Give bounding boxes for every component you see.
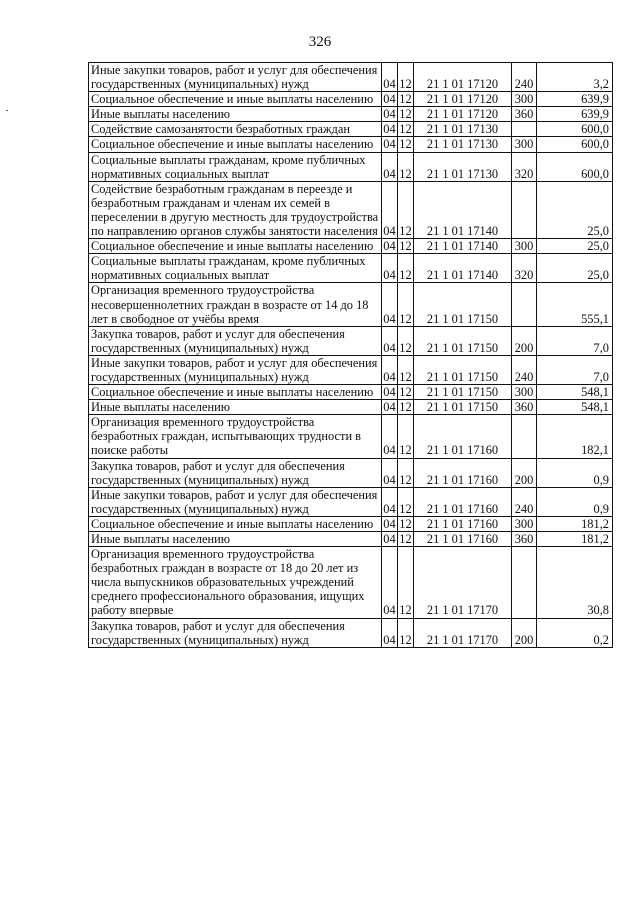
item-name: Иные выплаты населению: [89, 107, 382, 122]
section-code: 12: [398, 415, 414, 458]
section-code: 12: [398, 458, 414, 487]
table-row: [89, 547, 613, 618]
section-code: 12: [398, 487, 414, 516]
program-code: 21 1 01 17140: [414, 181, 512, 238]
program-code: 21 1 01 17160: [414, 532, 512, 547]
item-name: Социальное обеспечение и иные выплаты населению: [89, 516, 382, 531]
section-code: 12: [399, 532, 412, 546]
amount: 182,1: [537, 415, 613, 458]
amount: 548,1: [537, 400, 613, 415]
ministry-code: 04: [383, 385, 396, 400]
item-name: Организация временного трудоустройства несовершеннолетних граждан в возрасте от 14 до 18 лет в свободное от учёбы время: [89, 283, 382, 326]
program-code: 21 1 01 17120: [414, 92, 512, 107]
ministry-code: 04: [383, 516, 396, 531]
ministry-code: 04: [382, 415, 398, 458]
section-code: 12: [399, 92, 412, 107]
program-code: 21 1 01 17120: [414, 63, 512, 92]
table-row: [89, 152, 613, 181]
page-number: 326: [308, 34, 332, 50]
expense-type-code: 300: [512, 385, 537, 400]
section-code: 12: [398, 283, 414, 326]
program-code: 21 1 01 17150: [414, 326, 512, 355]
table-row: [89, 415, 613, 458]
expense-type-code: [512, 415, 537, 458]
table-row: [89, 122, 613, 137]
section-code: 12: [399, 385, 412, 400]
expense-type-code: [512, 122, 537, 137]
amount: 600,0: [537, 137, 613, 152]
expense-type-code: 300: [512, 516, 537, 531]
section-code: 12: [399, 137, 412, 152]
ministry-code: 04: [383, 92, 396, 107]
item-name: Иные выплаты населению: [89, 532, 382, 547]
item-name: Закупка товаров, работ и услуг для обеспечения государственных (муниципальных) нужд: [89, 618, 382, 647]
table-row: [89, 458, 613, 487]
ministry-code: 04: [382, 618, 398, 647]
table-row: [89, 92, 613, 107]
amount: 0,9: [537, 458, 613, 487]
expense-type-code: 360: [512, 107, 537, 122]
ministry-code: 04: [382, 458, 398, 487]
program-code: 21 1 01 17150: [414, 283, 512, 326]
ministry-code: 04: [382, 254, 398, 283]
ministry-code: 04: [382, 283, 398, 326]
section-code: 12: [398, 181, 414, 238]
section-code: 12: [398, 547, 414, 618]
program-code: 21 1 01 17160: [414, 516, 512, 531]
expense-type-code: [512, 181, 537, 238]
table-row: [89, 181, 613, 238]
expense-type-code: [512, 283, 537, 326]
item-name: Социальное обеспечение и иные выплаты населению: [89, 137, 382, 152]
ministry-code: 04: [382, 326, 398, 355]
amount: 548,1: [537, 385, 613, 400]
section-code: 12: [398, 618, 414, 647]
amount: 0,2: [537, 618, 613, 647]
ministry-code: 04: [382, 181, 398, 238]
ministry-code: 04: [382, 63, 398, 92]
table-row: [89, 385, 613, 400]
expense-type-code: 320: [512, 254, 537, 283]
amount: 181,2: [537, 516, 613, 531]
item-name: Социальное обеспечение и иные выплаты населению: [89, 92, 382, 107]
table-row: [89, 532, 613, 547]
amount: 600,0: [537, 122, 613, 137]
ministry-code: 04: [383, 532, 396, 546]
section-code: 12: [398, 355, 414, 384]
ministry-code: 04: [383, 239, 396, 254]
amount: 7,0: [537, 355, 613, 384]
amount: 25,0: [537, 254, 613, 283]
amount: 30,8: [537, 547, 613, 618]
section-code: 12: [399, 107, 412, 122]
program-code: 21 1 01 17130: [414, 122, 512, 137]
amount: 639,9: [537, 92, 613, 107]
expense-type-code: 300: [512, 239, 537, 254]
ministry-code: 04: [383, 107, 396, 122]
program-code: 21 1 01 17170: [414, 618, 512, 647]
expense-type-code: 300: [512, 137, 537, 152]
item-name: Иные закупки товаров, работ и услуг для обеспечения государственных (муниципальных) нужд: [89, 355, 382, 384]
expense-type-code: [512, 547, 537, 618]
amount: 25,0: [537, 239, 613, 254]
section-code: 12: [399, 239, 412, 254]
program-code: 21 1 01 17150: [414, 355, 512, 384]
section-code: 12: [399, 122, 412, 137]
item-name: Иные закупки товаров, работ и услуг для обеспечения государственных (муниципальных) нужд: [89, 63, 382, 92]
program-code: 21 1 01 17130: [414, 152, 512, 181]
table-row: [89, 400, 613, 415]
table-row: [89, 107, 613, 122]
item-name: Социальное обеспечение и иные выплаты населению: [89, 239, 382, 254]
program-code: 21 1 01 17160: [414, 458, 512, 487]
program-code: 21 1 01 17120: [414, 107, 512, 122]
expense-type-code: 240: [512, 355, 537, 384]
table-row: [89, 516, 613, 531]
table-row: [89, 618, 613, 647]
amount: 555,1: [537, 283, 613, 326]
item-name: Содействие самозанятости безработных граждан: [89, 122, 382, 137]
section-code: 12: [398, 63, 414, 92]
amount: 7,0: [537, 326, 613, 355]
table-body: [89, 63, 613, 648]
expense-type-code: 320: [512, 152, 537, 181]
ministry-code: 04: [383, 137, 396, 152]
item-name: Содействие безработным гражданам в переезде и безработным гражданам и членам их семей в переселении в другую местность для трудоустройства по направлению органов службы занятости населения: [89, 181, 382, 238]
budget-table: [88, 62, 613, 648]
expense-type-code: 200: [512, 326, 537, 355]
ministry-code: 04: [382, 487, 398, 516]
item-name: Закупка товаров, работ и услуг для обеспечения государственных (муниципальных) нужд: [89, 326, 382, 355]
expense-type-code: 240: [512, 63, 537, 92]
expense-type-code: 360: [512, 532, 537, 547]
amount: 639,9: [537, 107, 613, 122]
amount: 181,2: [537, 532, 613, 547]
item-name: Социальные выплаты гражданам, кроме публичных нормативных социальных выплат: [89, 254, 382, 283]
item-name: Организация временного трудоустройства безработных граждан, испытывающих трудности в поиске работы: [89, 415, 382, 458]
expense-type-code: 300: [512, 92, 537, 107]
program-code: 21 1 01 17160: [414, 415, 512, 458]
program-code: 21 1 01 17150: [414, 400, 512, 415]
ministry-code: 04: [383, 122, 396, 137]
program-code: 21 1 01 17160: [414, 487, 512, 516]
program-code: 21 1 01 17140: [414, 254, 512, 283]
amount: 0,9: [537, 487, 613, 516]
section-code: 12: [399, 516, 412, 531]
section-code: 12: [398, 326, 414, 355]
program-code: 21 1 01 17130: [414, 137, 512, 152]
item-name: Закупка товаров, работ и услуг для обеспечения государственных (муниципальных) нужд: [89, 458, 382, 487]
ministry-code: 04: [382, 355, 398, 384]
expense-type-code: 240: [512, 487, 537, 516]
table-row: [89, 63, 613, 92]
ministry-code: 04: [382, 152, 398, 181]
item-name: Социальные выплаты гражданам, кроме публичных нормативных социальных выплат: [89, 152, 382, 181]
amount: 600,0: [537, 152, 613, 181]
section-code: 12: [398, 254, 414, 283]
item-name: Социальное обеспечение и иные выплаты населению: [89, 385, 382, 400]
program-code: 21 1 01 17150: [414, 385, 512, 400]
item-name: Иные закупки товаров, работ и услуг для обеспечения государственных (муниципальных) нужд: [89, 487, 382, 516]
section-code: 12: [399, 400, 412, 415]
table-row: [89, 326, 613, 355]
expense-type-code: 360: [512, 400, 537, 415]
ministry-code: 04: [383, 400, 396, 415]
item-name: Организация временного трудоустройства безработных граждан в возрасте от 18 до 20 лет из числа выпускников образовательных учреждений среднего профессионального образования, ищущих работу впервые: [89, 547, 382, 618]
amount: 3,2: [537, 63, 613, 92]
table-row: [89, 283, 613, 326]
expense-type-code: 200: [512, 618, 537, 647]
amount: 25,0: [537, 181, 613, 238]
program-code: 21 1 01 17140: [414, 239, 512, 254]
table-row: [89, 487, 613, 516]
expense-type-code: 200: [512, 458, 537, 487]
table-row: [89, 239, 613, 254]
item-name: Иные выплаты населению: [89, 400, 382, 415]
section-code: 12: [398, 152, 414, 181]
ministry-code: 04: [382, 547, 398, 618]
table-row: [89, 137, 613, 152]
program-code: 21 1 01 17170: [414, 547, 512, 618]
table-row: [89, 355, 613, 384]
margin-mark: [6, 110, 8, 111]
table-row: [89, 254, 613, 283]
